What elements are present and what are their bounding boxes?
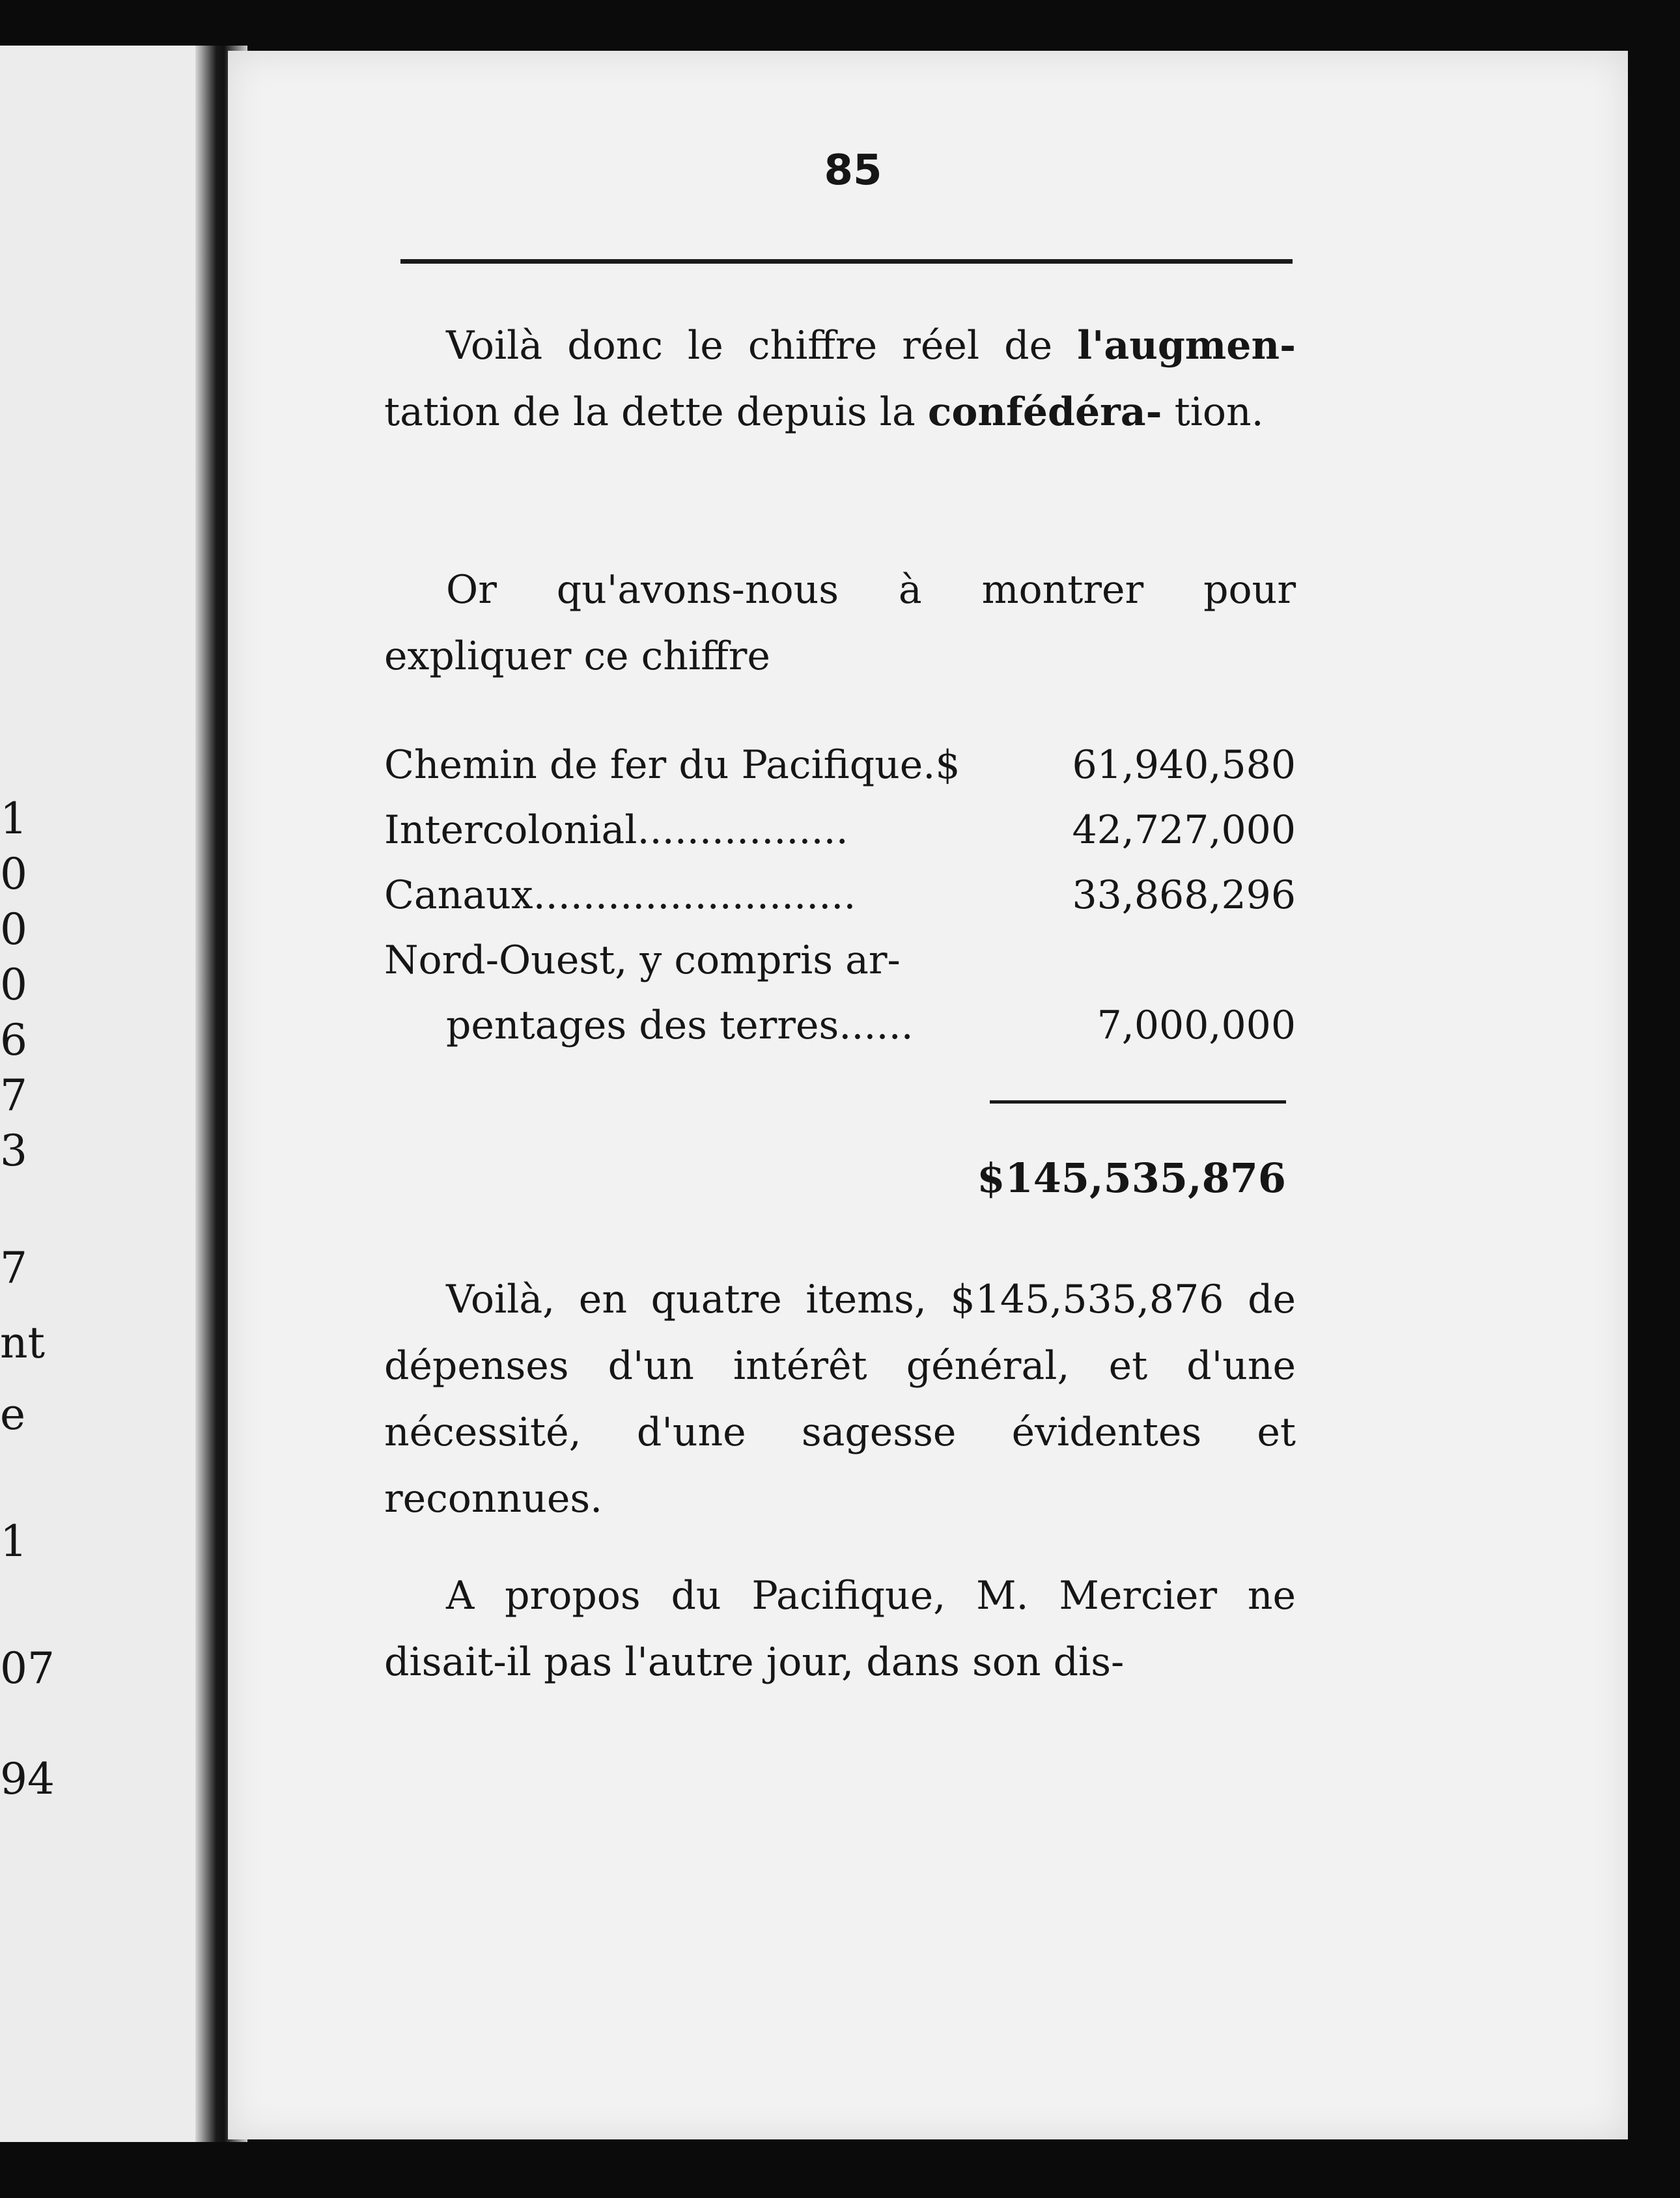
paragraph-1	[384, 313, 1296, 445]
fragment-text: 7	[0, 1243, 27, 1293]
ledger-amount: 61,940,580	[1072, 742, 1296, 788]
fragment-text: 0	[0, 904, 27, 954]
fragment-text: 3	[0, 1126, 27, 1176]
fragment-text: 6	[0, 1015, 27, 1065]
header-rule	[400, 259, 1293, 264]
fragment-text: 07	[0, 1643, 55, 1693]
fragment-text: 94	[0, 1754, 55, 1804]
paragraph-1-bold-b: confédéra-	[927, 389, 1162, 435]
ledger-row	[384, 863, 1296, 928]
paragraph-4: A propos du Pacifique, M. Mercier ne disait-il pas l'autre jour, dans son dis-	[384, 1573, 1296, 1685]
paragraph-3: Voilà, en quatre items, $145,535,876 de dépenses d'un intérêt général, et d'une nécessité, d'une sagesse évidentes et reconnues.	[384, 1277, 1296, 1522]
paragraph-1-text-b: tation de la dette depuis la	[384, 389, 928, 435]
ledger-label-text: Chemin de fer du Pacifique.	[384, 742, 936, 788]
ledger-label: Intercolonial.................	[384, 807, 848, 853]
currency-symbol: $	[935, 742, 960, 788]
page-number: 85	[824, 146, 882, 195]
ledger-row	[384, 928, 1296, 993]
fragment-text: nt	[0, 1318, 46, 1368]
ledger-amount: 7,000,000	[1097, 1003, 1296, 1048]
fragment-text: 7	[0, 1070, 27, 1120]
ledger-label: Canaux..........................	[384, 872, 856, 918]
fragment-text: 1	[0, 1516, 27, 1566]
ledger-row	[384, 732, 1296, 798]
paragraph-1-text-c: tion.	[1162, 389, 1264, 435]
ledger-row	[384, 993, 1296, 1058]
fragment-text: 0	[0, 849, 27, 899]
fragment-text: 1	[0, 794, 27, 844]
expense-ledger	[384, 732, 1296, 1058]
ledger-label: Nord-Ouest, y compris ar-	[384, 938, 901, 983]
sum-rule	[990, 1100, 1286, 1104]
paragraph-1-text-a: Voilà donc le chiffre réel de	[446, 323, 1078, 369]
ledger-amount: 42,727,000	[1072, 807, 1296, 853]
paragraph-2: Or qu'avons-nous à montrer pour expliquer ce chiffre	[384, 567, 1296, 679]
ledger-label: pentages des terres......	[446, 1003, 914, 1048]
ledger-amount: 33,868,296	[1072, 872, 1296, 918]
fragment-text: 0	[0, 960, 27, 1010]
facing-page-text-fragments	[0, 0, 55, 2198]
ledger-row	[384, 798, 1296, 863]
paragraph-1-bold-a: l'augmen-	[1077, 323, 1296, 369]
fragment-text: e	[0, 1389, 26, 1440]
ledger-total: $145,535,876	[977, 1154, 1286, 1202]
ledger-label	[384, 732, 960, 798]
